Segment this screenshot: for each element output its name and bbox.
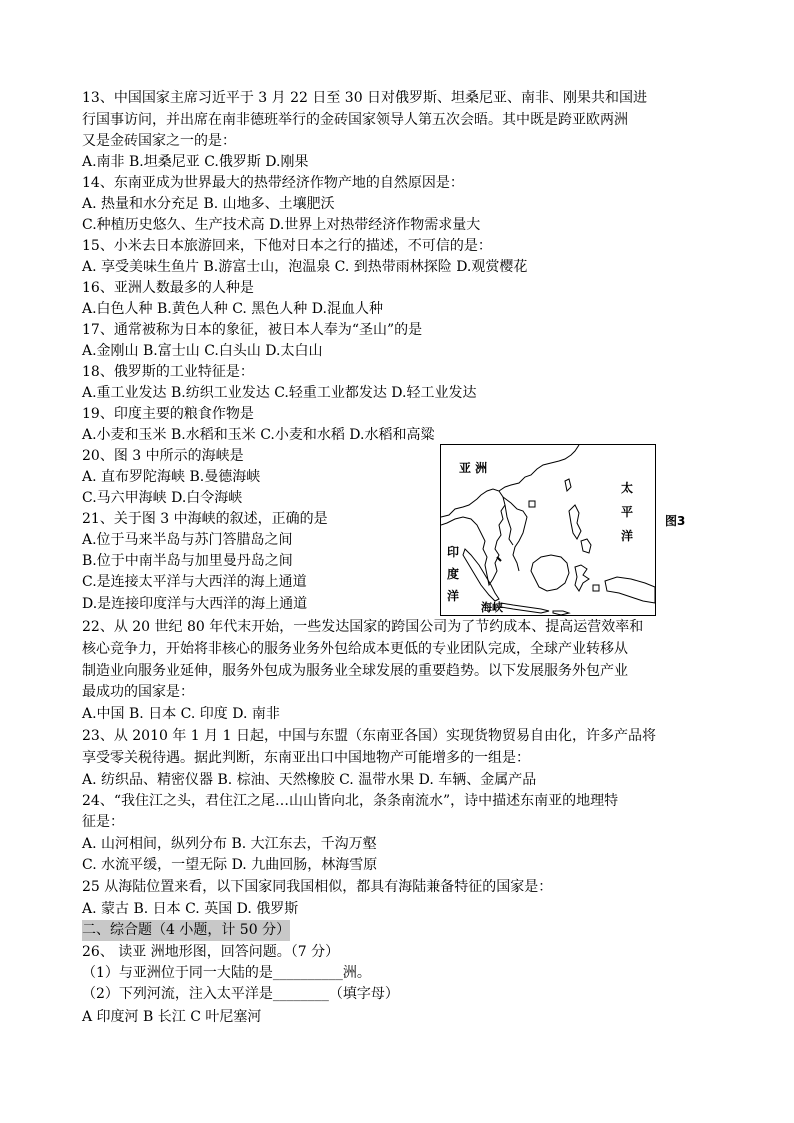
text-line: 13、中国国家主席习近平于 3 月 22 日至 30 日对俄罗斯、坦桑尼亚、南非、刚果共和国进 (82, 90, 648, 106)
text-line: （2）下列河流，注入太平洋是________（填字母） (82, 986, 399, 1002)
text-line: 20、图 3 中所示的海峡是 (82, 448, 244, 464)
text-line: B.位于中南半岛与加里曼丹岛之间 (82, 553, 293, 569)
map-label-yang1: 洋 (621, 529, 634, 543)
text-line: 征是： (82, 814, 124, 830)
text-line: C.马六甲海峡 D.白令海峡 (82, 490, 243, 506)
figure-3-map (440, 444, 656, 616)
text-line: 18、俄罗斯的工业特征是： (82, 364, 254, 380)
text-line: 26、 读亚 洲地形图，回答问题。（7 分） (82, 944, 340, 960)
text-line: 15、小米去日本旅游回来，下他对日本之行的描述，不可信的是： (82, 238, 492, 254)
text-line: A.位于马来半岛与苏门答腊岛之间 (82, 532, 293, 548)
text-line: A. 直布罗陀海峡 B.曼德海峡 (82, 469, 261, 485)
text-line: 21、关于图 3 中海峡的叙述，正确的是 (82, 511, 328, 527)
text-line: D.是连接印度洋与大西洋的海上通道 (82, 596, 308, 612)
text-line: 二、综合题（4 小题，计 50 分） (82, 920, 290, 941)
map-label-asia: 亚 洲 (459, 461, 488, 475)
text-line: 行国事访问，并出席在南非德班举行的金砖国家领导人第五次会晤。其中既是跨亚欧两洲 (82, 112, 628, 128)
text-line: 核心竞争力，开始将非核心的服务业务外包给成本更低的专业团队完成，全球产业转移从 (82, 641, 628, 657)
text-line: A. 享受美味生鱼片 B.游富士山，泡温泉 C. 到热带雨林探险 D.观赏樱花 (82, 259, 528, 275)
figure-label: 图3 (665, 514, 686, 528)
text-line: 24、“我住江之头，君住江之尾…山山皆向北，条条南流水”，诗中描述东南亚的地理特 (82, 793, 619, 809)
text-line: C.是连接太平洋与大西洋的海上通道 (82, 574, 307, 590)
text-line: A. 热量和水分充足 B. 山地多、土壤肥沃 (82, 196, 335, 212)
map-label-yin: 印 (447, 545, 460, 559)
text-line: 16、亚洲人数最多的人种是 (82, 280, 254, 296)
text-line: A. 蒙古 B. 日本 C. 英国 D. 俄罗斯 (82, 901, 299, 917)
text-line: 17、通常被称为日本的象征，被日本人奉为“圣山”的是 (82, 322, 423, 338)
text-line: （1）与亚洲位于同一大陆的是__________洲。 (82, 965, 371, 981)
text-line: A.白色人种 B.黄色人种 C. 黑色人种 D.混血人种 (82, 301, 383, 317)
text-line: C. 水流平缓，一望无际 D. 九曲回肠，林海雪原 (82, 857, 378, 873)
text-line: 19、印度主要的粮食作物是 (82, 406, 254, 422)
map-label-ping: 平 (621, 505, 634, 519)
text-line: 23、从 2010 年 1 月 1 日起，中国与东盟（东南亚各国）实现货物贸易自由化，许多产品将 (82, 728, 656, 744)
text-line: 享受零关税待遇。据此判断，东南亚出口中国地物产可能增多的一组是： (82, 750, 530, 766)
text-line: 22、从 20 世纪 80 年代末开始，一些发达国家的跨国公司为了节约成本、提高运营效率和 (82, 619, 644, 635)
text-line: A.中国 B. 日本 C. 印度 D. 南非 (82, 706, 280, 722)
text-line: A. 纺织品、精密仪器 B. 棕油、天然橡胶 C. 温带水果 D. 车辆、金属产品 (82, 772, 537, 788)
text-line: 25 从海陆位置来看，以下国家同我国相似，都具有海陆兼备特征的国家是： (82, 879, 553, 895)
map-label-yang2: 洋 (447, 589, 460, 603)
text-line: 14、东南亚成为世界最大的热带经济作物产地的自然原因是： (82, 175, 464, 191)
map-label-strait: 海峡 (481, 601, 503, 614)
text-line: 最成功的国家是： (82, 684, 194, 700)
text-line: A. 山河相间，纵列分布 B. 大江东去，千沟万壑 (82, 836, 377, 852)
text-line: A.南非 B.坦桑尼亚 C.俄罗斯 D.刚果 (82, 154, 309, 170)
map-label-tai: 太 (621, 481, 634, 495)
text-line: A.金刚山 B.富士山 C.白头山 D.太白山 (82, 343, 323, 359)
text-line: A 印度河 B 长江 C 叶尼塞河 (82, 1009, 262, 1025)
text-line: C.种植历史悠久、生产技术高 D.世界上对热带经济作物需求量大 (82, 217, 481, 233)
text-line: 制造业向服务业延伸，服务外包成为服务业全球发展的重要趋势。以下发展服务外包产业 (82, 663, 628, 679)
text-line: A.重工业发达 B.纺织工业发达 C.轻重工业都发达 D.轻工业发达 (82, 385, 477, 401)
text-line: 又是金砖国家之一的是： (82, 133, 236, 149)
map-label-du: 度 (447, 567, 460, 581)
text-line: A.小麦和玉米 B.水稻和玉米 C.小麦和水稻 D.水稻和高粱 (82, 427, 435, 443)
